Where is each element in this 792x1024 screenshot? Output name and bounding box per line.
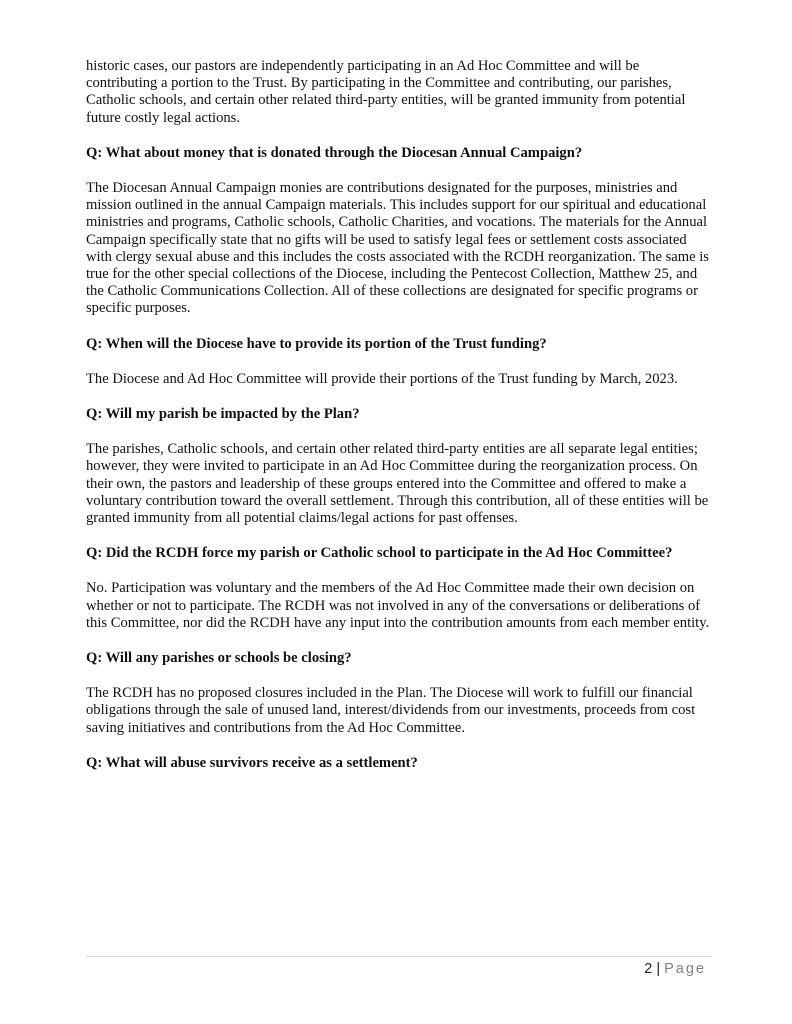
document-body: [86, 58, 712, 790]
footer-separator: |: [656, 961, 661, 977]
question-annual-campaign: Q: What about money that is donated through the Diocesan Annual Campaign?: [86, 144, 583, 161]
answer-trust-funding: The Diocese and Ad Hoc Committee will provide their portions of the Trust funding by March, 2023.: [86, 370, 678, 387]
question-closures: Q: Will any parishes or schools be closing?: [86, 650, 352, 667]
page-footer: [644, 961, 706, 977]
question-parish-impact: Q: Will my parish be impacted by the Plan?: [86, 406, 360, 423]
question-trust-funding: Q: When will the Diocese have to provide its portion of the Trust funding?: [86, 335, 547, 352]
answer-annual-campaign: The Diocesan Annual Campaign monies are contributions designated for the purposes, ministries and mission outlined in the annual Campaign materials. This includes support for our spiritual and educational ministries and programs, Catholic schools, Catholic Charities, and vocations. The materials for the Annual Campaign specifically state that no gifts will be used to satisfy legal fees or settlement costs associated with clergy sexual abuse and this includes the costs associated with the RCDH reorganization. The same is true for the other special collections of the Diocese, including the Pentecost Collection, Matthew 25, and the Catholic Communications Collection. All of these collections are designated for specific programs or specific purposes.: [86, 180, 709, 317]
question-forced-participation: Q: Did the RCDH force my parish or Catholic school to participate in the Ad Hoc Committee?: [86, 545, 673, 562]
footer-divider: [86, 956, 712, 957]
answer-parish-impact: The parishes, Catholic schools, and certain other related third-party entities are all separate legal entities; however, they were invited to participate in an Ad Hoc Committee during the reorganization process. On their own, the pastors and leadership of these groups entered into the Committee and offered to make a voluntary contribution toward the overall settlement. Through this contribution, all of these entities will be granted immunity from all potential claims/legal actions for past offenses.: [86, 441, 709, 527]
answer-closures: The RCDH has no proposed closures included in the Plan. The Diocese will work to fulfill our financial obligations through the sale of unused land, interest/dividends from our investments, proceeds from cost saving initiatives and contributions from the Ad Hoc Committee.: [86, 685, 696, 736]
paragraph-trust-contribution: historic cases, our pastors are independently participating in an Ad Hoc Committee and will be contributing a portion to the Trust. By participating in the Committee and contributing, our parishes, Catholic schools, and certain other related third-party entities, will be granted immunity from potential future costly legal actions.: [86, 58, 686, 126]
question-survivor-settlement: Q: What will abuse survivors receive as a settlement?: [86, 754, 418, 771]
page-label: Page: [664, 961, 706, 977]
page-number: 2: [644, 961, 653, 977]
answer-forced-participation: No. Participation was voluntary and the members of the Ad Hoc Committee made their own decision on whether or not to participate. The RCDH was not involved in any of the conversations or deliberations of this Committee, nor did the RCDH have any input into the contribution amounts from each member entity.: [86, 580, 710, 631]
